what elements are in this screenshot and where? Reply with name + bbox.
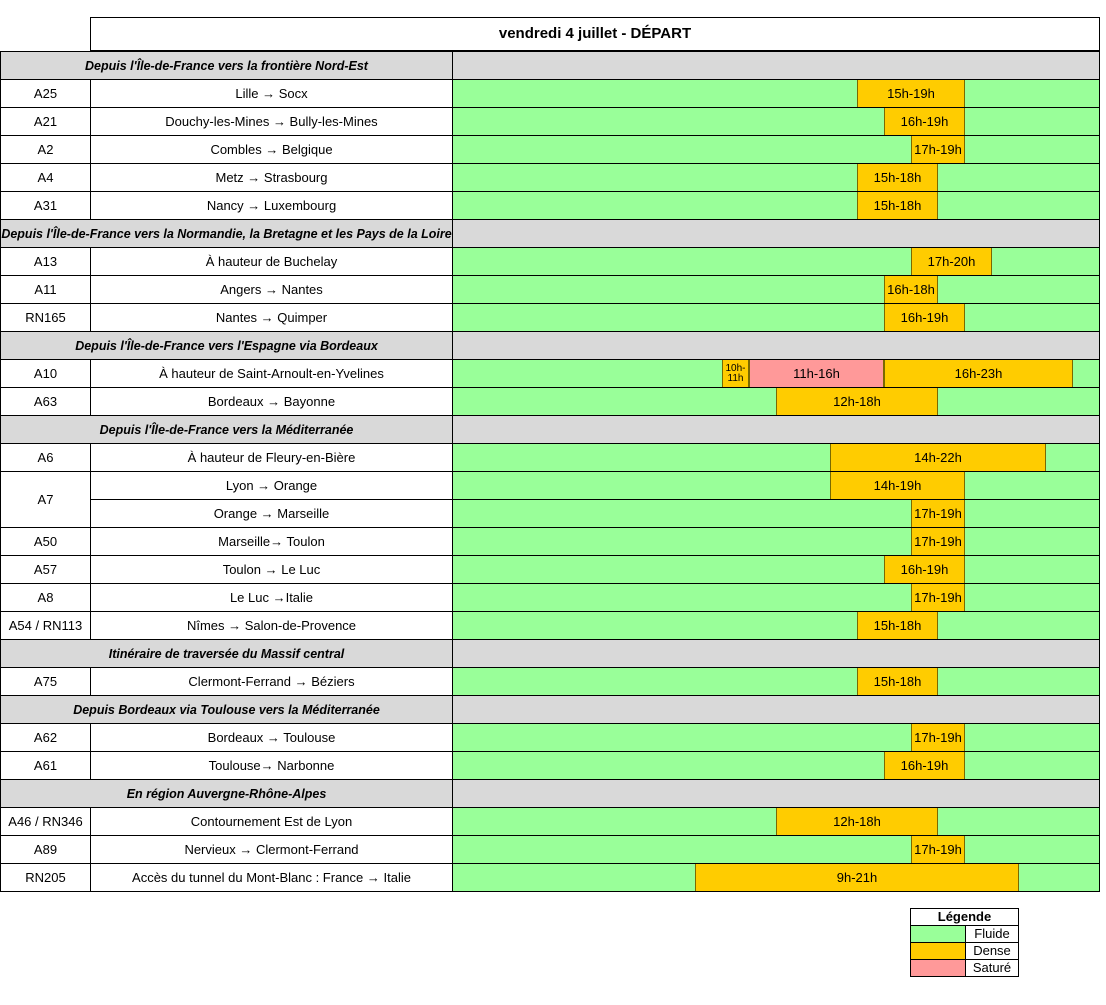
road-label: A62	[0, 723, 91, 752]
road-label: A54 / RN113	[0, 611, 91, 640]
period-dense: 17h-19h	[911, 528, 965, 555]
route-label: À hauteur de Saint-Arnoult-en-Yvelines	[90, 359, 453, 388]
period-dense: 16h-19h	[884, 752, 965, 779]
timeline-bar	[452, 527, 1100, 556]
timeline-bar	[452, 863, 1100, 892]
route-label: Toulon → Le Luc	[90, 555, 453, 584]
timeline-bar	[452, 751, 1100, 780]
route-label: Nîmes → Salon-de-Provence	[90, 611, 453, 640]
timeline-bar	[452, 555, 1100, 584]
period-dense: 16h-19h	[884, 304, 965, 331]
period-dense: 17h-19h	[911, 724, 965, 751]
timeline-bar	[452, 275, 1100, 304]
road-label: A13	[0, 247, 91, 276]
section-header: Itinéraire de traversée du Massif central	[0, 639, 453, 668]
period-dense: 17h-19h	[911, 836, 965, 863]
road-label: RN165	[0, 303, 91, 332]
section-bar	[452, 331, 1100, 360]
route-label: Toulouse→ Narbonne	[90, 751, 453, 780]
timeline-bar	[452, 835, 1100, 864]
road-label: A2	[0, 135, 91, 164]
timeline-bar	[452, 807, 1100, 836]
period-dense: 17h-19h	[911, 500, 965, 527]
road-label: A8	[0, 583, 91, 612]
route-label: Le Luc →Italie	[90, 583, 453, 612]
timeline-bar	[452, 471, 1100, 500]
period-dense: 15h-18h	[857, 612, 938, 639]
period-dense: 16h-19h	[884, 108, 965, 135]
road-label: A21	[0, 107, 91, 136]
section-bar	[452, 695, 1100, 724]
legend-swatch	[910, 925, 966, 943]
route-label: Contournement Est de Lyon	[90, 807, 453, 836]
road-label: A31	[0, 191, 91, 220]
road-label: A7	[0, 471, 91, 528]
legend-label: Dense	[965, 942, 1019, 960]
section-header: Depuis l'Île-de-France vers la Méditerranée	[0, 415, 453, 444]
road-label: A11	[0, 275, 91, 304]
timeline-bar	[452, 107, 1100, 136]
timeline-bar	[452, 163, 1100, 192]
section-header: Depuis l'Île-de-France vers la frontière Nord-Est	[0, 51, 453, 80]
period-dense: 10h- 11h	[722, 360, 749, 387]
period-dense: 17h-19h	[911, 584, 965, 611]
route-label: Angers → Nantes	[90, 275, 453, 304]
period-dense: 14h-22h	[830, 444, 1046, 471]
road-label: A75	[0, 667, 91, 696]
period-dense: 14h-19h	[830, 472, 965, 499]
route-label: Combles → Belgique	[90, 135, 453, 164]
period-dense: 16h-19h	[884, 556, 965, 583]
road-label: A6	[0, 443, 91, 472]
section-bar	[452, 415, 1100, 444]
period-dense: 15h-18h	[857, 668, 938, 695]
road-label: A50	[0, 527, 91, 556]
timeline-bar	[452, 443, 1100, 472]
period-dense: 15h-19h	[857, 80, 965, 107]
page-title: vendredi 4 juillet - DÉPART	[90, 17, 1100, 51]
timeline-bar	[452, 583, 1100, 612]
route-label: Lille → Socx	[90, 79, 453, 108]
timeline-bar	[452, 303, 1100, 332]
route-label: Metz → Strasbourg	[90, 163, 453, 192]
route-label: Nancy → Luxembourg	[90, 191, 453, 220]
timeline-bar	[452, 359, 1100, 388]
road-label: A10	[0, 359, 91, 388]
route-label: Nervieux → Clermont-Ferrand	[90, 835, 453, 864]
road-label: A63	[0, 387, 91, 416]
legend-swatch	[910, 942, 966, 960]
section-bar	[452, 639, 1100, 668]
legend-title: Légende	[910, 908, 1019, 926]
route-label: À hauteur de Buchelay	[90, 247, 453, 276]
section-header: Depuis Bordeaux via Toulouse vers la Méditerranée	[0, 695, 453, 724]
road-label: A89	[0, 835, 91, 864]
timeline-bar	[452, 611, 1100, 640]
route-label: À hauteur de Fleury-en-Bière	[90, 443, 453, 472]
route-label: Accès du tunnel du Mont-Blanc : France → Italie	[90, 863, 453, 892]
period-dense: 15h-18h	[857, 192, 938, 219]
period-dense: 9h-21h	[695, 864, 1019, 891]
period-sature: 11h-16h	[749, 360, 884, 387]
period-dense: 17h-20h	[911, 248, 992, 275]
timeline-bar	[452, 387, 1100, 416]
section-bar	[452, 51, 1100, 80]
road-label: A57	[0, 555, 91, 584]
legend-label: Fluide	[965, 925, 1019, 943]
section-header: Depuis l'Île-de-France vers l'Espagne via Bordeaux	[0, 331, 453, 360]
timeline-bar	[452, 667, 1100, 696]
road-label: A4	[0, 163, 91, 192]
road-label: A25	[0, 79, 91, 108]
road-label: RN205	[0, 863, 91, 892]
section-bar	[452, 779, 1100, 808]
section-header: Depuis l'Île-de-France vers la Normandie, la Bretagne et les Pays de la Loire	[0, 219, 453, 248]
section-header: En région Auvergne-Rhône-Alpes	[0, 779, 453, 808]
timeline-bar	[452, 79, 1100, 108]
legend-label: Saturé	[965, 959, 1019, 977]
timeline-bar	[452, 191, 1100, 220]
route-label: Bordeaux → Toulouse	[90, 723, 453, 752]
road-label: A46 / RN346	[0, 807, 91, 836]
legend-swatch	[910, 959, 966, 977]
route-label: Orange → Marseille	[90, 499, 453, 528]
period-dense: 12h-18h	[776, 388, 938, 415]
timeline-bar	[452, 723, 1100, 752]
period-dense: 12h-18h	[776, 808, 938, 835]
period-dense: 15h-18h	[857, 164, 938, 191]
timeline-bar	[452, 499, 1100, 528]
timeline-bar	[452, 247, 1100, 276]
road-label: A61	[0, 751, 91, 780]
route-label: Lyon → Orange	[90, 471, 453, 500]
route-label: Nantes → Quimper	[90, 303, 453, 332]
route-label: Douchy-les-Mines → Bully-les-Mines	[90, 107, 453, 136]
route-label: Clermont-Ferrand → Béziers	[90, 667, 453, 696]
route-label: Marseille→ Toulon	[90, 527, 453, 556]
period-dense: 17h-19h	[911, 136, 965, 163]
section-bar	[452, 219, 1100, 248]
route-label: Bordeaux → Bayonne	[90, 387, 453, 416]
timeline-bar	[452, 135, 1100, 164]
period-dense: 16h-18h	[884, 276, 938, 303]
period-dense: 16h-23h	[884, 360, 1073, 387]
